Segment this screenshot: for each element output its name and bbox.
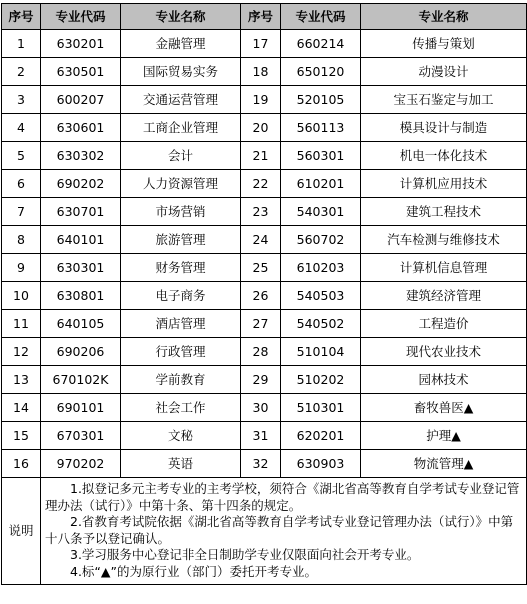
left-name-cell: 英语 bbox=[121, 450, 241, 478]
left-name-cell: 国际贸易实务 bbox=[121, 58, 241, 86]
left-seq-cell: 4 bbox=[2, 114, 41, 142]
right-seq-cell: 17 bbox=[241, 30, 281, 58]
left-name-cell: 文秘 bbox=[121, 422, 241, 450]
table-row bbox=[2, 310, 527, 338]
left-seq-cell: 3 bbox=[2, 86, 41, 114]
right-seq-cell: 28 bbox=[241, 338, 281, 366]
right-seq-cell: 32 bbox=[241, 450, 281, 478]
right-name-cell: 汽车检测与维修技术 bbox=[361, 226, 527, 254]
right-code-cell: 650120 bbox=[281, 58, 361, 86]
right-name-cell: 宝玉石鉴定与加工 bbox=[361, 86, 527, 114]
right-code-cell: 560113 bbox=[281, 114, 361, 142]
left-code-cell: 630501 bbox=[41, 58, 121, 86]
header-code-left: 专业代码 bbox=[41, 4, 121, 30]
right-seq-cell: 31 bbox=[241, 422, 281, 450]
right-code-cell: 540301 bbox=[281, 198, 361, 226]
left-name-cell: 人力资源管理 bbox=[121, 170, 241, 198]
right-seq-cell: 24 bbox=[241, 226, 281, 254]
left-name-cell: 行政管理 bbox=[121, 338, 241, 366]
table-row bbox=[2, 30, 527, 58]
table-row bbox=[2, 422, 527, 450]
table-row bbox=[2, 254, 527, 282]
right-seq-cell: 20 bbox=[241, 114, 281, 142]
left-code-cell: 670102K bbox=[41, 366, 121, 394]
right-name-cell: 护理▲ bbox=[361, 422, 527, 450]
left-name-cell: 学前教育 bbox=[121, 366, 241, 394]
left-seq-cell: 15 bbox=[2, 422, 41, 450]
left-name-cell: 酒店管理 bbox=[121, 310, 241, 338]
left-seq-cell: 5 bbox=[2, 142, 41, 170]
left-name-cell: 社会工作 bbox=[121, 394, 241, 422]
left-code-cell: 690101 bbox=[41, 394, 121, 422]
left-code-cell: 690202 bbox=[41, 170, 121, 198]
table-row bbox=[2, 114, 527, 142]
table-row bbox=[2, 338, 527, 366]
majors-table bbox=[1, 3, 527, 585]
table-row bbox=[2, 226, 527, 254]
table-row bbox=[2, 366, 527, 394]
left-seq-cell: 12 bbox=[2, 338, 41, 366]
right-name-cell: 计算机应用技术 bbox=[361, 170, 527, 198]
left-code-cell: 640101 bbox=[41, 226, 121, 254]
right-seq-cell: 29 bbox=[241, 366, 281, 394]
note-item: 3.学习服务中心登记非全日制助学专业仅限面向社会开考专业。 bbox=[70, 547, 420, 562]
right-name-cell: 传播与策划 bbox=[361, 30, 527, 58]
left-name-cell: 工商企业管理 bbox=[121, 114, 241, 142]
note-item: 2.省教育考试院依据《湖北省高等教育自学考试专业登记管理办法（试行）》中第十八条予以登记确认。 bbox=[45, 514, 514, 546]
left-code-cell: 630201 bbox=[41, 30, 121, 58]
left-seq-cell: 7 bbox=[2, 198, 41, 226]
left-seq-cell: 2 bbox=[2, 58, 41, 86]
right-code-cell: 510104 bbox=[281, 338, 361, 366]
right-code-cell: 520105 bbox=[281, 86, 361, 114]
left-code-cell: 690206 bbox=[41, 338, 121, 366]
right-code-cell: 560702 bbox=[281, 226, 361, 254]
right-name-cell: 建筑工程技术 bbox=[361, 198, 527, 226]
left-code-cell: 600207 bbox=[41, 86, 121, 114]
right-name-cell: 园林技术 bbox=[361, 366, 527, 394]
right-name-cell: 动漫设计 bbox=[361, 58, 527, 86]
right-name-cell: 计算机信息管理 bbox=[361, 254, 527, 282]
right-name-cell: 模具设计与制造 bbox=[361, 114, 527, 142]
left-code-cell: 640105 bbox=[41, 310, 121, 338]
left-seq-cell: 13 bbox=[2, 366, 41, 394]
right-name-cell: 工程造价 bbox=[361, 310, 527, 338]
left-name-cell: 会计 bbox=[121, 142, 241, 170]
header-code-right: 专业代码 bbox=[281, 4, 361, 30]
right-code-cell: 540503 bbox=[281, 282, 361, 310]
right-code-cell: 510301 bbox=[281, 394, 361, 422]
left-name-cell: 财务管理 bbox=[121, 254, 241, 282]
left-name-cell: 电子商务 bbox=[121, 282, 241, 310]
right-code-cell: 560301 bbox=[281, 142, 361, 170]
table-row bbox=[2, 58, 527, 86]
header-seq-right: 序号 bbox=[241, 4, 281, 30]
table-row bbox=[2, 282, 527, 310]
notes-label: 说明 bbox=[2, 478, 41, 585]
right-code-cell: 540502 bbox=[281, 310, 361, 338]
left-seq-cell: 9 bbox=[2, 254, 41, 282]
left-code-cell: 630301 bbox=[41, 254, 121, 282]
right-code-cell: 510202 bbox=[281, 366, 361, 394]
right-name-cell: 现代农业技术 bbox=[361, 338, 527, 366]
right-name-cell: 畜牧兽医▲ bbox=[361, 394, 527, 422]
header-row bbox=[2, 4, 527, 30]
table-row bbox=[2, 198, 527, 226]
left-seq-cell: 14 bbox=[2, 394, 41, 422]
right-seq-cell: 25 bbox=[241, 254, 281, 282]
left-name-cell: 金融管理 bbox=[121, 30, 241, 58]
table-body bbox=[2, 30, 527, 478]
right-name-cell: 机电一体化技术 bbox=[361, 142, 527, 170]
right-seq-cell: 27 bbox=[241, 310, 281, 338]
left-code-cell: 630302 bbox=[41, 142, 121, 170]
left-seq-cell: 11 bbox=[2, 310, 41, 338]
table-row bbox=[2, 86, 527, 114]
right-seq-cell: 23 bbox=[241, 198, 281, 226]
right-seq-cell: 18 bbox=[241, 58, 281, 86]
right-seq-cell: 26 bbox=[241, 282, 281, 310]
left-seq-cell: 6 bbox=[2, 170, 41, 198]
right-seq-cell: 19 bbox=[241, 86, 281, 114]
left-name-cell: 旅游管理 bbox=[121, 226, 241, 254]
note-item: 4.标“▲”的为原行业（部门）委托开考专业。 bbox=[70, 563, 317, 579]
table-row bbox=[2, 394, 527, 422]
left-code-cell: 670301 bbox=[41, 422, 121, 450]
right-name-cell: 物流管理▲ bbox=[361, 450, 527, 478]
table-row bbox=[2, 450, 527, 478]
header-name-right: 专业名称 bbox=[361, 4, 527, 30]
left-seq-cell: 10 bbox=[2, 282, 41, 310]
left-name-cell: 交通运营管理 bbox=[121, 86, 241, 114]
note-item: 1.拟登记多元主考专业的主考学校，须符合《湖北省高等教育自学考试专业登记管理办法（试行）》中第十条、第十四条的规定。 bbox=[45, 481, 520, 513]
left-name-cell: 市场营销 bbox=[121, 198, 241, 226]
left-seq-cell: 16 bbox=[2, 450, 41, 478]
left-seq-cell: 1 bbox=[2, 30, 41, 58]
right-code-cell: 610203 bbox=[281, 254, 361, 282]
right-seq-cell: 22 bbox=[241, 170, 281, 198]
right-name-cell: 建筑经济管理 bbox=[361, 282, 527, 310]
right-code-cell: 610201 bbox=[281, 170, 361, 198]
left-code-cell: 630701 bbox=[41, 198, 121, 226]
header-seq-left: 序号 bbox=[2, 4, 41, 30]
table-row bbox=[2, 142, 527, 170]
left-seq-cell: 8 bbox=[2, 226, 41, 254]
right-seq-cell: 21 bbox=[241, 142, 281, 170]
right-seq-cell: 30 bbox=[241, 394, 281, 422]
notes-row bbox=[2, 478, 527, 585]
left-code-cell: 630801 bbox=[41, 282, 121, 310]
left-code-cell: 970202 bbox=[41, 450, 121, 478]
right-code-cell: 630903 bbox=[281, 450, 361, 478]
left-code-cell: 630601 bbox=[41, 114, 121, 142]
right-code-cell: 620201 bbox=[281, 422, 361, 450]
table-row bbox=[2, 170, 527, 198]
right-code-cell: 660214 bbox=[281, 30, 361, 58]
header-name-left: 专业名称 bbox=[121, 4, 241, 30]
notes-content bbox=[41, 478, 527, 585]
